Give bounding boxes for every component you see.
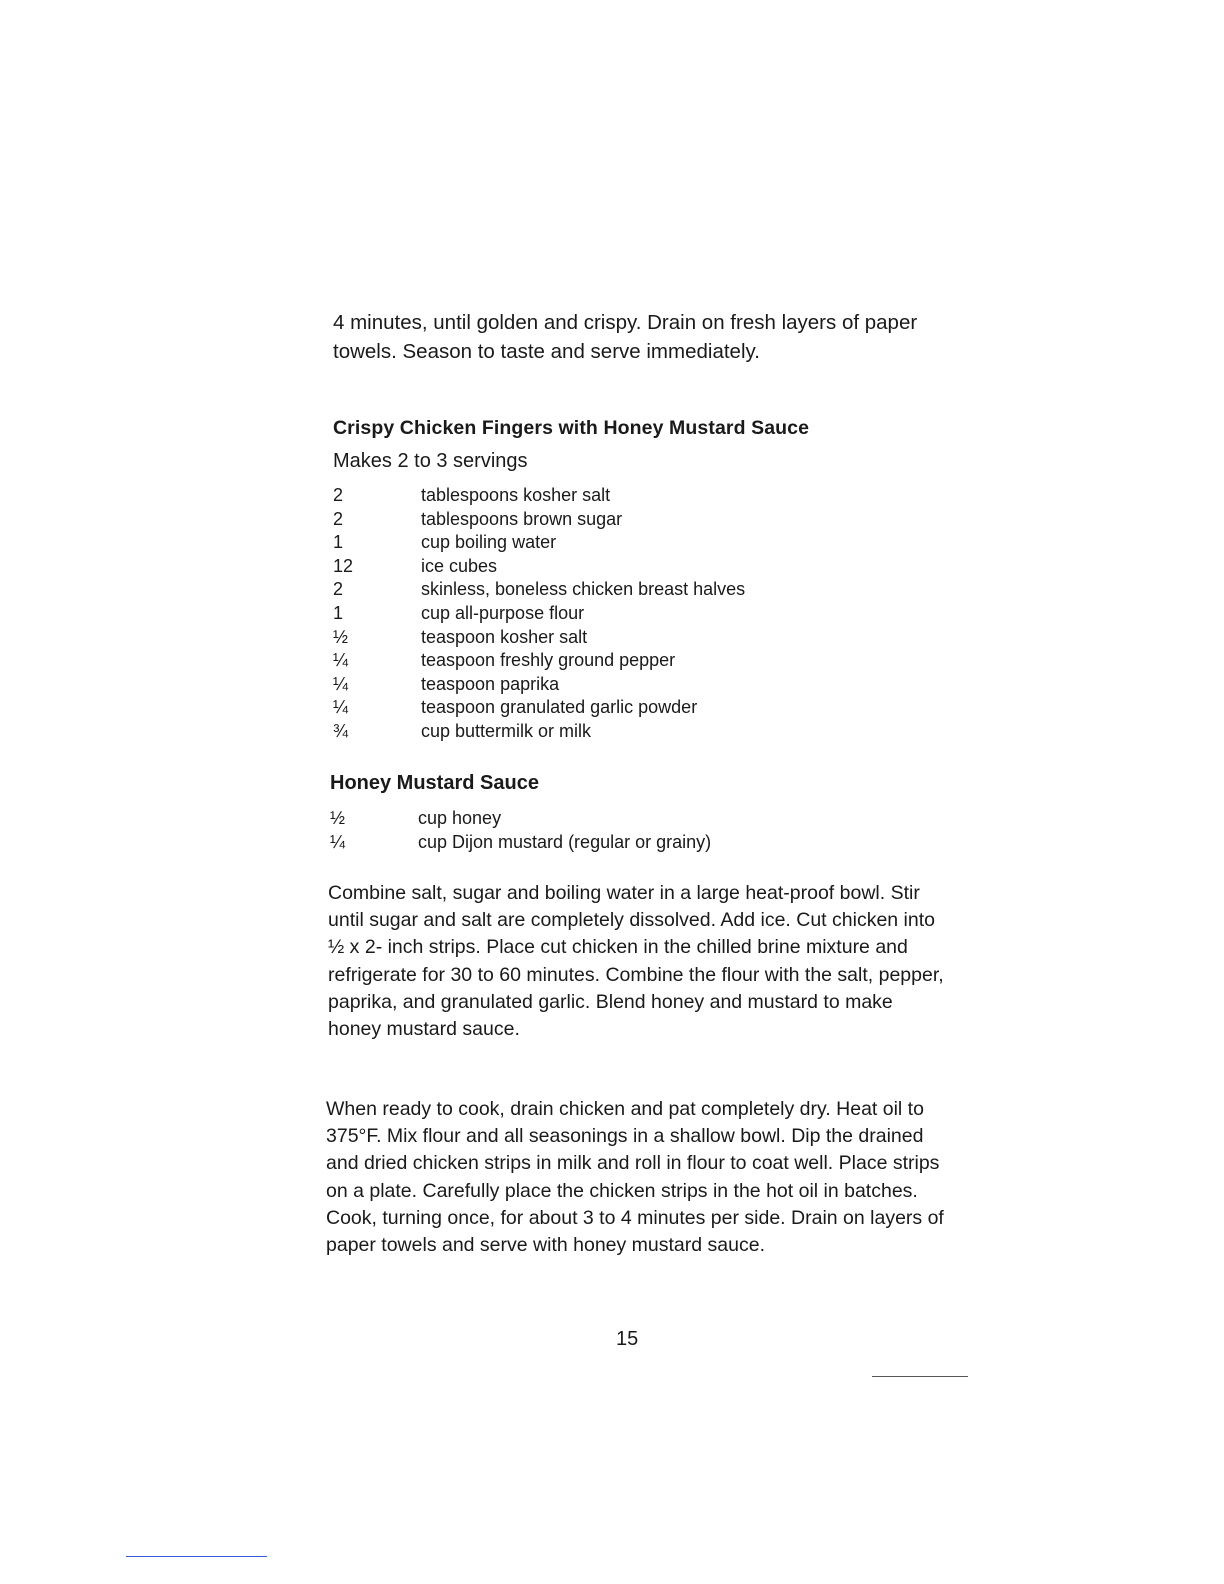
sauce-ingredient-row <box>330 806 711 830</box>
ingredient-row <box>333 531 745 555</box>
intro-paragraph: 4 minutes, until golden and crispy. Drain on fresh layers of paper towels. Season to taste and serve immediately. <box>333 311 918 363</box>
ingredient-item: teaspoon kosher salt <box>421 626 588 647</box>
ingredient-row <box>333 696 745 720</box>
ingredient-list <box>333 484 745 744</box>
divider-line <box>872 1376 968 1377</box>
sauce-ingredient-row <box>330 830 711 854</box>
ingredient-qty: 2 <box>333 508 344 529</box>
ingredient-item: skinless, boneless chicken breast halves <box>421 579 746 600</box>
ingredient-row <box>333 720 745 744</box>
ingredient-row <box>333 484 745 508</box>
ingredient-qty: ¼ <box>333 650 349 671</box>
ingredient-row <box>333 578 745 602</box>
ingredient-qty: ½ <box>333 626 349 647</box>
ingredient-row <box>333 508 745 532</box>
ingredient-qty: ½ <box>330 808 346 828</box>
ingredient-item: ice cubes <box>421 555 498 576</box>
ingredient-row <box>333 626 745 650</box>
ingredient-item: tablespoons kosher salt <box>421 485 611 505</box>
ingredient-item: cup Dijon mustard (regular or grainy) <box>418 832 712 852</box>
ingredient-qty: 2 <box>333 579 344 600</box>
ingredient-item: tablespoons brown sugar <box>421 508 623 529</box>
ingredient-item: cup boiling water <box>421 532 557 553</box>
ingredient-row <box>333 649 745 673</box>
ingredient-qty: ¾ <box>333 720 349 741</box>
ingredient-item: cup buttermilk or milk <box>421 720 592 741</box>
ingredient-item: teaspoon granulated garlic powder <box>421 697 698 718</box>
ingredient-row <box>333 555 745 579</box>
footer-rule <box>126 1556 267 1557</box>
servings-text: Makes 2 to 3 servings <box>333 450 528 472</box>
instructions-paragraph-1: Combine salt, sugar and boiling water in a large heat-proof bowl. Stir until sugar and salt are completely dissolved. Add ice. Cut chicken into ½ x 2- inch strips. Place cut chicken in the chilled brine mixture and refrigerate for 30 to 60 minutes. Combine the flour with the salt, pepper, paprika, and granulated garlic. Blend honey and mustard to make honey mustard sauce. <box>328 882 944 1041</box>
ingredient-item: cup honey <box>418 808 502 828</box>
ingredient-qty: 12 <box>333 555 354 576</box>
ingredient-row <box>333 602 745 626</box>
ingredient-item: teaspoon freshly ground pepper <box>421 650 676 671</box>
ingredient-row <box>333 673 745 697</box>
page-number: 15 <box>616 1328 639 1350</box>
ingredient-qty: ¼ <box>333 697 349 718</box>
ingredient-qty: 2 <box>333 485 344 505</box>
ingredient-qty: ¼ <box>330 832 346 852</box>
ingredient-qty: ¼ <box>333 673 349 694</box>
ingredient-qty: 1 <box>333 532 344 553</box>
ingredient-item: teaspoon paprika <box>421 673 560 694</box>
ingredient-item: cup all-purpose flour <box>421 602 585 623</box>
ingredient-qty: 1 <box>333 602 344 623</box>
sauce-ingredient-list <box>330 806 711 854</box>
sauce-title: Honey Mustard Sauce <box>330 772 539 794</box>
instructions-paragraph-2: When ready to cook, drain chicken and pat completely dry. Heat oil to 375°F. Mix flour and all seasonings in a shallow bowl. Dip the drained and dried chicken strips in milk and roll in flour to coat well. Place strips on a plate. Carefully place the chicken strips in the hot oil in batches. Cook, turning once, for about 3 to 4 minutes per side. Drain on layers of paper towels and serve with honey mustard sauce. <box>326 1098 944 1257</box>
recipe-title: Crispy Chicken Fingers with Honey Mustard Sauce <box>333 417 810 439</box>
